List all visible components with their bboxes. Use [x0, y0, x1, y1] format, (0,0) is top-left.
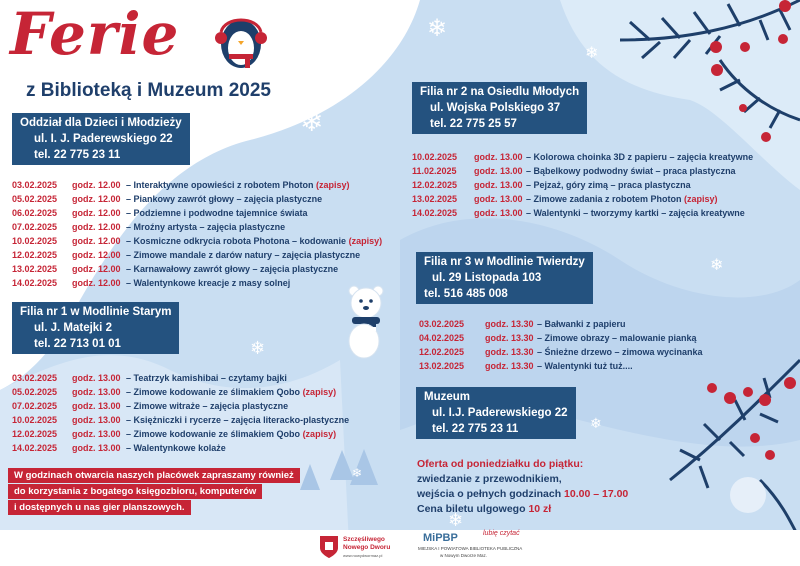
event-time: godz. 13.00 — [72, 415, 121, 425]
event-description: – Kosmiczne odkrycia robota Photona – kodowanie — [126, 236, 347, 246]
event-description: – Kolorowa choinka 3D z papieru – zajęcia kreatywne — [526, 152, 754, 162]
event-row — [12, 385, 349, 399]
event-list-osiedle — [412, 150, 753, 220]
note-line: W godzinach otwarcia naszych placówek zapraszamy również — [8, 468, 300, 483]
info-note — [8, 468, 300, 516]
offer-price: 10 zł — [528, 503, 552, 515]
snowflake-icon: ❄ — [448, 510, 464, 530]
event-row — [12, 192, 382, 206]
event-signup: (zapisy) — [348, 236, 383, 246]
library-logo-city: w Nowym Dworze Maz. — [440, 553, 488, 558]
city-logo-line: Nowego Dworu — [343, 544, 391, 551]
event-time: godz. 12.00 — [72, 264, 121, 274]
event-row — [412, 192, 753, 206]
event-time: godz. 13.30 — [485, 319, 534, 329]
museum-box — [416, 387, 576, 439]
branch-modlin-stary-box — [12, 302, 179, 354]
branch-phone: tel. 22 775 25 57 — [430, 118, 517, 130]
event-time: godz. 12.00 — [72, 278, 121, 288]
page-subtitle: z Biblioteką i Muzeum 2025 — [26, 80, 271, 101]
event-row — [12, 427, 349, 441]
event-date: 13.02.2025 — [412, 194, 458, 204]
event-date: 03.02.2025 — [12, 373, 58, 383]
event-row — [12, 262, 382, 276]
event-time: godz. 13.30 — [485, 347, 534, 357]
event-date: 12.02.2025 — [419, 347, 465, 357]
event-description: – Zimowe kodowanie ze ślimakiem Qobo — [126, 387, 301, 397]
event-row — [12, 371, 349, 385]
event-description: – Piankowy zawrót głowy – zajęcia plastyczne — [126, 194, 323, 204]
event-row — [419, 345, 703, 359]
branch-twierdza-box — [416, 252, 593, 304]
event-description: – Podziemne i podwodne tajemnice świata — [126, 208, 308, 218]
event-date: 07.02.2025 — [12, 222, 58, 232]
event-row — [12, 220, 382, 234]
event-signup: (zapisy) — [316, 180, 350, 190]
branch-children-box — [12, 113, 190, 165]
page-title: Ferie — [10, 0, 180, 68]
event-row — [412, 178, 753, 192]
library-logo: MiPBP — [423, 532, 458, 544]
event-list-twierdza — [419, 317, 703, 373]
branch-address: ul. J. Matejki 2 — [34, 322, 112, 334]
offer-hours: 10.00 – 17.00 — [564, 488, 629, 500]
branch-address: ul. I. J. Paderewskiego 22 — [34, 133, 173, 145]
event-date: 11.02.2025 — [412, 166, 457, 176]
event-row — [412, 206, 753, 220]
event-signup: (zapisy) — [684, 194, 718, 204]
event-date: 12.02.2025 — [12, 250, 58, 260]
branch-osiedle-box — [412, 82, 587, 134]
offer-price-label: Cena biletu ulgowego — [417, 503, 526, 515]
note-line: i dostępnych u nas gier planszowych. — [8, 500, 191, 515]
branch-address: ul. 29 Listopada 103 — [432, 272, 542, 284]
event-time: godz. 13.00 — [72, 373, 121, 383]
event-date: 10.02.2025 — [12, 415, 58, 425]
event-description: – Bałwanki z papieru — [537, 319, 626, 329]
event-row — [12, 178, 382, 192]
event-date: 05.02.2025 — [12, 194, 58, 204]
event-time: godz. 12.00 — [72, 180, 121, 190]
event-description: – Walentynki – tworzymy kartki – zajęcia kreatywne — [526, 208, 745, 218]
event-date: 04.02.2025 — [419, 333, 465, 343]
event-date: 10.02.2025 — [412, 152, 458, 162]
snowflake-icon: ❄ — [710, 257, 724, 274]
event-row — [419, 359, 703, 373]
event-row — [12, 441, 349, 455]
offer-hours-label: wejścia o pełnych godzinach — [417, 488, 562, 500]
event-description: – Interaktywne opowieści z robotem Photon — [126, 180, 314, 190]
event-description: – Karnawałowy zawrót głowy – zajęcia plastyczne — [126, 264, 339, 274]
event-time: godz. 13.00 — [474, 166, 523, 176]
museum-address: ul. I.J. Paderewskiego 22 — [432, 407, 568, 419]
event-description: – Zimowe witraże – zajęcia plastyczne — [126, 401, 289, 411]
event-description: – Księżniczki i rycerze – zajęcia literacko-plastyczne — [126, 415, 350, 425]
event-time: godz. 12.00 — [72, 194, 121, 204]
event-description: – Mroźny artysta – zajęcia plastyczne — [126, 222, 286, 232]
snowflake-icon: ❄ — [427, 15, 448, 42]
snowflake-icon: ❄ — [352, 466, 363, 480]
event-list-children — [12, 178, 382, 290]
event-time: godz. 13.00 — [474, 180, 523, 190]
city-logo-text — [343, 536, 390, 560]
offer-line — [417, 487, 628, 502]
event-row — [412, 150, 753, 164]
event-description: – Walentynki tuż tuż.... — [537, 361, 633, 371]
offer-line: zwiedzanie z przewodnikiem, — [417, 473, 562, 485]
city-crest-icon — [318, 534, 340, 560]
branch-name: Filia nr 2 na Osiedlu Młodych — [420, 86, 580, 98]
note-line: do korzystania z bogatego księgozbioru, komputerów — [8, 484, 262, 499]
event-time: godz. 13.00 — [474, 152, 523, 162]
snowflake-icon: ❄ — [250, 338, 266, 358]
event-time: godz. 13.30 — [485, 333, 534, 343]
library-logo-name: MIEJSKA I POWIATOWA BIBLIOTEKA PUBLICZNA — [418, 546, 523, 551]
event-list-modlin-stary — [12, 371, 349, 455]
event-row — [412, 164, 753, 178]
event-row — [12, 234, 382, 248]
event-time: godz. 13.30 — [485, 361, 534, 371]
event-time: godz. 12.00 — [72, 222, 121, 232]
event-description: – Śnieżne drzewo – zimowa wycinanka — [537, 347, 703, 357]
event-row — [12, 248, 382, 262]
event-row — [12, 413, 349, 427]
museum-phone: tel. 22 775 23 11 — [432, 423, 519, 435]
library-logo-tag: lubię czytać — [483, 530, 520, 537]
event-time: godz. 13.00 — [474, 194, 523, 204]
event-signup: (zapisy) — [302, 387, 337, 397]
event-date: 10.02.2025 — [12, 236, 58, 246]
event-time: godz. 12.00 — [72, 250, 121, 260]
event-date: 13.02.2025 — [12, 264, 58, 274]
event-date: 14.02.2025 — [12, 278, 58, 288]
branch-phone: tel. 22 775 23 11 — [34, 149, 121, 161]
event-description: – Walentynkowe kolaże — [126, 443, 226, 453]
event-time: godz. 13.00 — [72, 443, 121, 453]
branch-address: ul. Wojska Polskiego 37 — [430, 102, 561, 114]
city-logo-line: Szczęśliwego — [343, 536, 385, 543]
event-time: godz. 13.00 — [72, 387, 121, 397]
branch-phone: tel. 516 485 008 — [424, 288, 508, 300]
event-description: – Teatrzyk kamishibai – czytamy bajki — [126, 373, 287, 383]
event-date: 03.02.2025 — [419, 319, 465, 329]
event-row — [419, 317, 703, 331]
event-date: 12.02.2025 — [412, 180, 458, 190]
branch-name: Filia nr 3 w Modlinie Twierdzy — [424, 256, 585, 268]
event-time: godz. 13.00 — [72, 401, 121, 411]
event-description: – Zimowe mandale z darów natury – zajęcia plastyczne — [126, 250, 361, 260]
event-date: 14.02.2025 — [412, 208, 458, 218]
pinecone-shape — [730, 477, 766, 513]
event-row — [419, 331, 703, 345]
event-description: – Zimowe zadania z robotem Photon — [526, 194, 682, 204]
event-row — [12, 206, 382, 220]
footer — [0, 530, 800, 566]
event-date: 12.02.2025 — [12, 429, 58, 439]
event-description: – Pejzaż, góry zimą – praca plastyczna — [526, 180, 691, 190]
event-description: – Zimowe kodowanie ze ślimakiem Qobo — [126, 429, 301, 439]
event-time: godz. 13.00 — [72, 429, 121, 439]
museum-offer — [417, 457, 628, 517]
event-date: 13.02.2025 — [419, 361, 465, 371]
event-date: 03.02.2025 — [12, 180, 58, 190]
event-row — [12, 399, 349, 413]
event-row — [12, 276, 382, 290]
polar-bear-icon — [342, 283, 390, 363]
museum-name: Muzeum — [424, 391, 470, 403]
event-description: – Zimowe obrazy – malowanie pianką — [537, 333, 697, 343]
event-date: 07.02.2025 — [12, 401, 58, 411]
event-description: – Bąbelkowy podwodny świat – praca plastyczna — [526, 166, 736, 176]
snowflake-icon: ❄ — [585, 45, 599, 62]
branch-name: Filia nr 1 w Modlinie Starym — [20, 306, 172, 318]
event-description: – Walentynkowe kreacje z masy solnej — [126, 278, 291, 288]
event-date: 05.02.2025 — [12, 387, 58, 397]
event-date: 06.02.2025 — [12, 208, 58, 218]
event-date: 14.02.2025 — [12, 443, 58, 453]
penguin-icon — [215, 10, 267, 72]
branch-name: Oddział dla Dzieci i Młodzieży — [20, 117, 182, 129]
event-time: godz. 12.00 — [72, 208, 121, 218]
event-time: godz. 12.00 — [72, 236, 121, 246]
snowflake-icon: ❄ — [300, 106, 324, 137]
event-signup: (zapisy) — [302, 429, 337, 439]
event-time: godz. 13.00 — [474, 208, 523, 218]
offer-heading: Oferta od poniedziałku do piątku: — [417, 458, 584, 470]
snowflake-icon: ❄ — [590, 415, 602, 431]
city-logo-url: www.nowydwormaz.pl — [343, 553, 383, 558]
branch-phone: tel. 22 713 01 01 — [34, 338, 121, 350]
offer-line — [417, 502, 628, 517]
